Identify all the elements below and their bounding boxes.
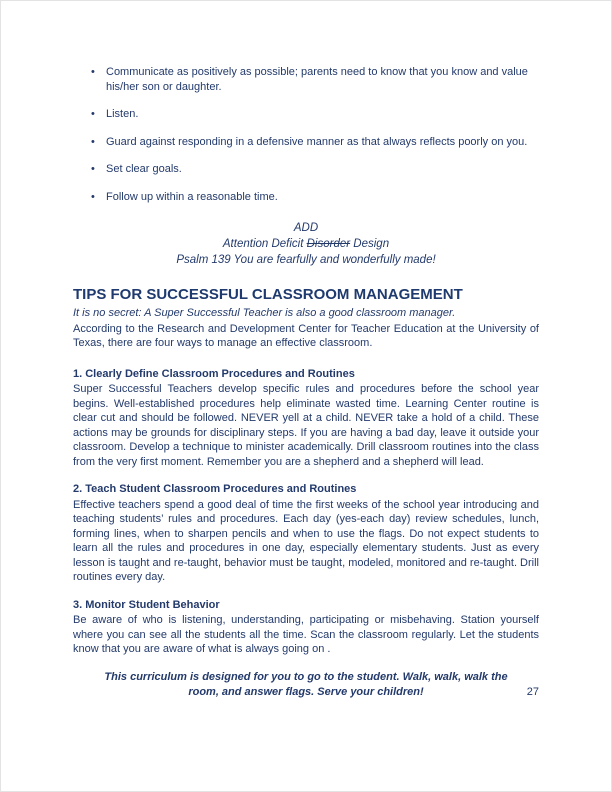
bullet-text: Guard against responding in a defensive manner as that always reflects poorly on you. [106, 135, 528, 148]
section-3-heading: 3. Monitor Student Behavior [73, 598, 220, 611]
attention-deficit-line [73, 236, 539, 252]
bullet-list [73, 65, 539, 204]
bullet-icon: • [91, 163, 95, 175]
add-line: ADD [293, 222, 319, 234]
list-item [73, 162, 539, 177]
psalm-line: Psalm 139 You are fearfully and wonderfully made! [176, 254, 436, 266]
bullet-icon: • [91, 108, 95, 120]
page-title: TIPS FOR SUCCESSFUL CLASSROOM MANAGEMENT [73, 286, 463, 303]
bullet-text: Follow up within a reasonable time. [106, 190, 278, 203]
list-item [73, 135, 539, 150]
page-number: 27 [526, 686, 539, 698]
line2-prefix: Attention Deficit [222, 238, 307, 250]
intro-italic-line: It is no secret: A Super Successful Teacher is also a good classroom manager. [73, 307, 456, 319]
section-3-body: Be aware of who is listening, understanding, participating or misbehaving. Station yourself where you can see all the students all the time. Scan the classroom regularly. Let the students know that you are aware of what is always going on . [73, 614, 539, 655]
bullet-text: Listen. [106, 108, 139, 120]
centered-quote-block [73, 220, 539, 268]
section-1-heading: 1. Clearly Define Classroom Procedures and Routines [73, 367, 355, 380]
footer-note: This curriculum is designed for you to go to the student. Walk, walk, walk the room, and answer flags. Serve your children! [104, 670, 508, 698]
section-2 [73, 482, 539, 585]
bullet-text: Communicate as positively as possible; parents need to know that you know and value his/her son or daughter. [106, 66, 528, 93]
list-item [73, 107, 539, 122]
section-3 [73, 598, 539, 657]
section-1-body: Super Successful Teachers develop specific rules and procedures before the school year begins. Well-established procedures help eliminate wasted time. Learning Center routine is clear cut and should be followed. NEVER yell at a child. NEVER take a hold of a child. These actions may be grounds for disciplinary steps. If you are having a bad day, leave it outside your classroom. Develop a technique to minister academically. Drill classroom routines into the class from the very first moment. Remember you are a shepherd and a shepherd will lead. [73, 383, 539, 468]
bullet-icon: • [91, 190, 95, 203]
bullet-icon: • [91, 135, 95, 148]
bullet-text: Set clear goals. [106, 163, 182, 175]
section-1 [73, 367, 539, 470]
line2-suffix: Design [350, 238, 390, 250]
section-2-heading: 2. Teach Student Classroom Procedures and Routines [73, 483, 357, 495]
page-footer [73, 670, 539, 700]
bullet-icon: • [91, 66, 95, 78]
intro-paragraph: According to the Research and Development Center for Teacher Education at the University of Texas, there are four ways to manage an effective classroom. [73, 322, 539, 349]
list-item [73, 190, 539, 205]
list-item [73, 65, 539, 94]
strikethrough-word: Disorder [306, 238, 351, 250]
section-2-body: Effective teachers spend a good deal of time the first weeks of the school year introducing and teaching students’ rules and procedures. Each day (yes-each day) review schedules, lunch, forming lines, when to sharpen pencils and when to use the flags. Do not expect students to learn all the rules and procedures in one day, especially elementary students. Just as every lesson is taught and re-taught, behavior must be taught, modeled, monitored and re-taught. Drill routines every day. [73, 498, 539, 583]
